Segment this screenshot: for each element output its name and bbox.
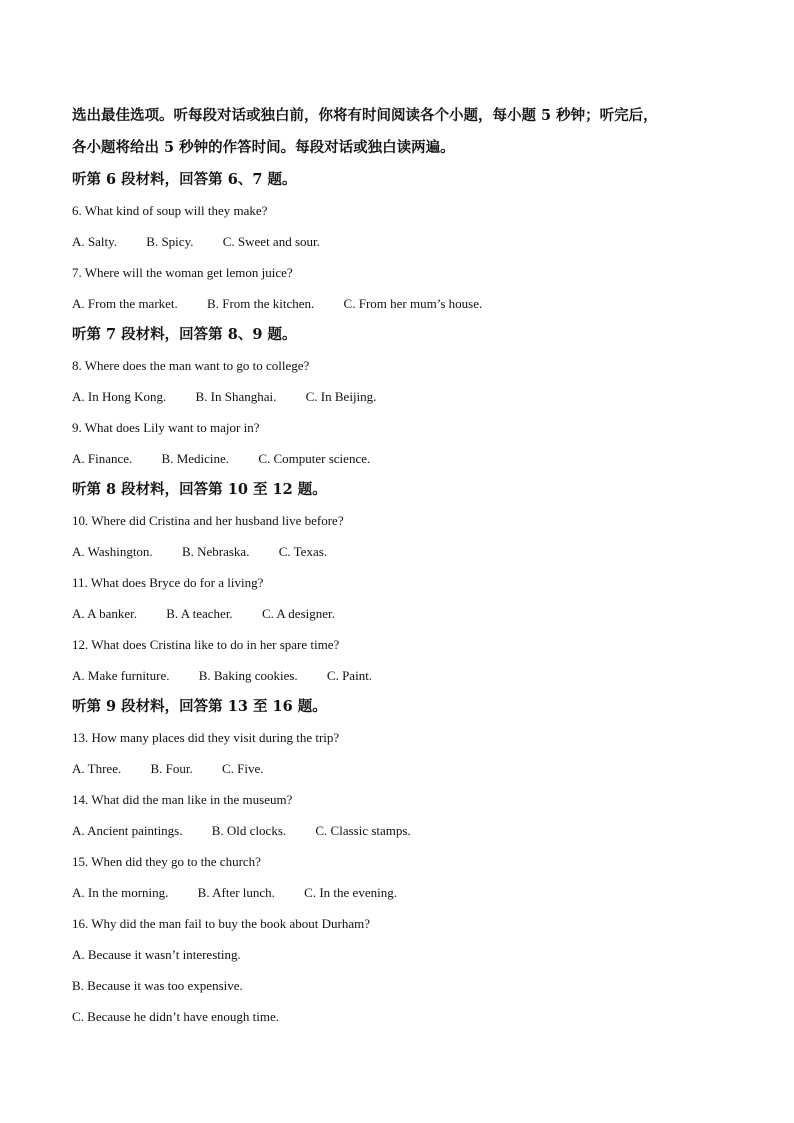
section-title: 听第 6 段材料，回答第 6、7 题。 [72,171,297,188]
option-row [72,536,722,567]
option-row [72,660,722,691]
option-c: C. Texas. [278,544,328,559]
option-row [72,226,722,257]
option-a: A. Because it wasn’t interesting. [72,947,241,962]
option-b: B. After lunch. [197,885,275,900]
question-text: 6. What kind of soup will they make? [72,203,268,218]
option-a: A. Washington. [72,544,153,559]
option-b: B. Medicine. [161,451,230,466]
option-b: B. Spicy. [146,234,194,249]
option-row [72,753,722,784]
option-row [72,598,722,629]
question-text: 12. What does Cristina like to do in her spare time? [72,637,340,652]
option-b: B. Nebraska. [181,544,250,559]
question-text: 16. Why did the man fail to buy the book about Durham? [72,916,370,931]
option-b: B. A teacher. [166,606,233,621]
option-a: A. A banker. [72,606,137,621]
option-b: B. From the kitchen. [207,296,315,311]
option-c: C. Because he didn’t have enough time. [72,1009,279,1024]
question-text: 11. What does Bryce do for a living? [72,575,264,590]
intro-line-2: 各小题将给出 5 秒钟的作答时间。每段对话或独白读两遍。 [72,139,455,156]
question-text: 14. What did the man like in the museum? [72,792,293,807]
option-row [72,815,722,846]
option-c: C. Paint. [326,668,373,683]
option-c: C. In the evening. [304,885,397,900]
intro-line-1: 选出最佳选项。听每段对话或独白前，你将有时间阅读各个小题，每小题 5 秒钟；听完后， [72,107,658,124]
option-c: C. Classic stamps. [315,823,411,838]
option-a: A. Ancient paintings. [72,823,183,838]
option-row [72,381,722,412]
option-row [72,877,722,908]
option-a: A. Three. [72,761,122,776]
question-text: 8. Where does the man want to go to college? [72,358,310,373]
option-b: B. Four. [150,761,193,776]
section-title: 听第 7 段材料，回答第 8、9 题。 [72,326,297,343]
option-c: C. Five. [221,761,264,776]
option-b: B. Old clocks. [211,823,287,838]
option-c: C. A designer. [261,606,335,621]
option-c: C. From her mum’s house. [343,296,483,311]
option-c: C. Computer science. [258,451,371,466]
question-text: 10. Where did Cristina and her husband live before? [72,513,344,528]
option-a: A. Finance. [72,451,133,466]
option-row [72,443,722,474]
option-a: A. From the market. [72,296,178,311]
option-a: A. In Hong Kong. [72,389,167,404]
option-b: B. Baking cookies. [198,668,298,683]
question-text: 7. Where will the woman get lemon juice? [72,265,293,280]
question-text: 9. What does Lily want to major in? [72,420,260,435]
option-b: B. In Shanghai. [195,389,277,404]
option-c: C. Sweet and sour. [222,234,320,249]
option-b: B. Because it was too expensive. [72,978,243,993]
option-a: A. Make furniture. [72,668,170,683]
option-a: A. Salty. [72,234,118,249]
section-title: 听第 9 段材料，回答第 13 至 16 题。 [72,698,327,715]
option-row [72,288,722,319]
option-c: C. In Beijing. [305,389,377,404]
question-text: 15. When did they go to the church? [72,854,261,869]
question-text: 13. How many places did they visit during the trip? [72,730,340,745]
option-a: A. In the morning. [72,885,169,900]
document-page [72,100,722,1032]
section-title: 听第 8 段材料，回答第 10 至 12 题。 [72,481,327,498]
